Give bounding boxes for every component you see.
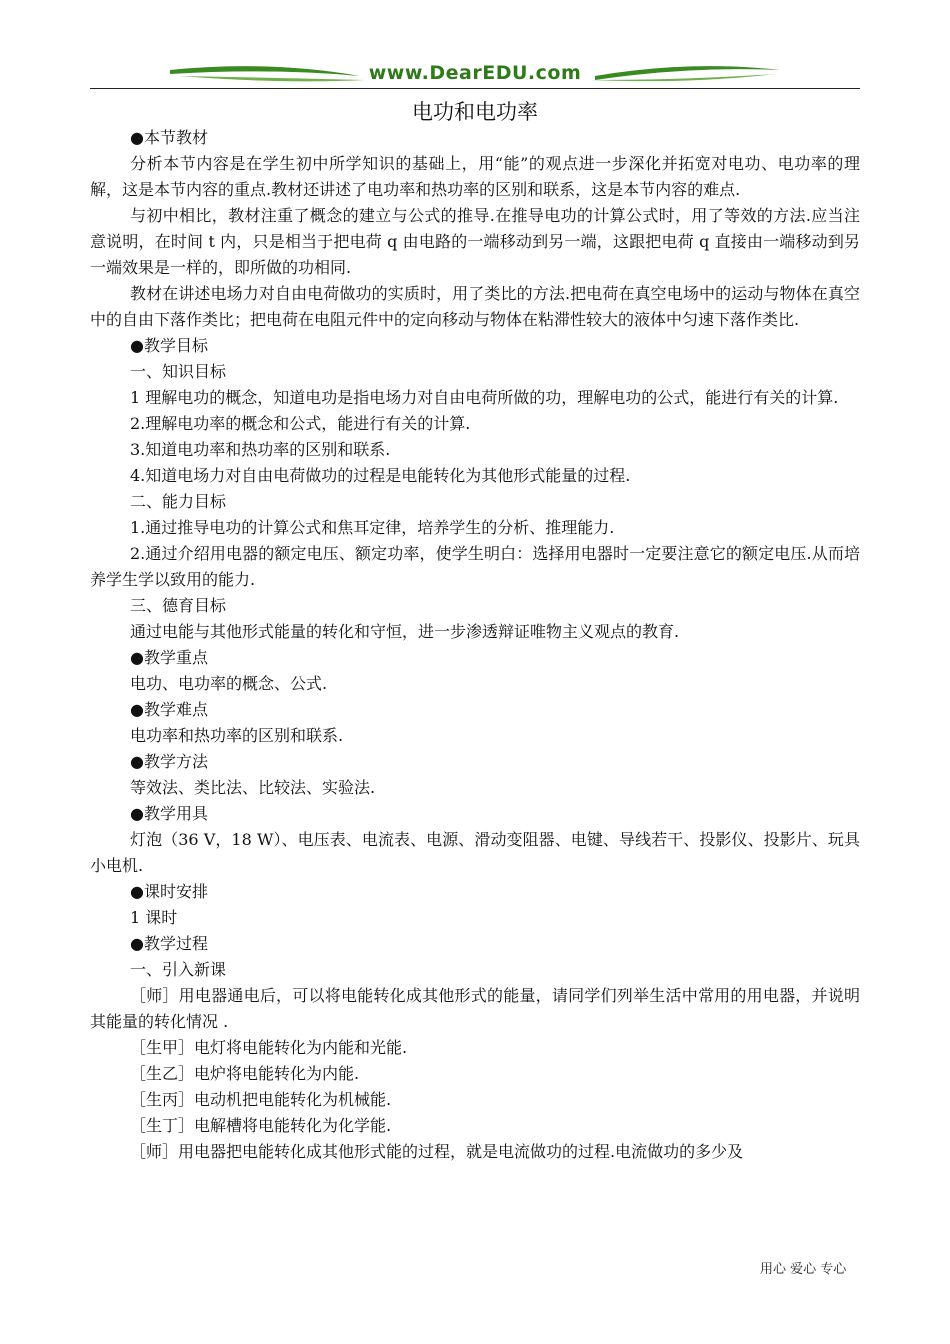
paragraph: 通过电能与其他形式能量的转化和守恒，进一步渗透辩证唯物主义观点的教育. [130, 622, 680, 641]
subsection-heading: 一、引入新课 [130, 960, 227, 979]
paragraph: 2.通过介绍用电器的额定电压、额定功率，使学生明白：选择用电器时一定要注意它的额定电压.从而培养学生学以致用的能力. [90, 544, 860, 589]
site-logo-text: www.DearEDU.com [368, 62, 582, 84]
section-heading: ●本节教材 [130, 128, 208, 147]
section-heading: ●教学过程 [130, 934, 208, 953]
section-heading: ●教学难点 [130, 700, 208, 719]
paragraph: 4.知道电场力对自由电荷做功的过程是电能转化为其他形式能量的过程. [130, 466, 631, 485]
paragraph: ［生甲］电灯将电能转化为内能和光能. [130, 1038, 408, 1057]
paragraph: 等效法、类比法、比较法、实验法. [130, 778, 376, 797]
page-header [90, 58, 860, 90]
subsection-heading: 二、能力目标 [130, 492, 227, 511]
paragraph: 分析本节内容是在学生初中所学知识的基础上，用“能”的观点进一步深化并拓宽对电功、电功率的理解，这是本节内容的重点.教材还讲述了电功率和热功率的区别和联系，这是本节内容的难点. [90, 154, 860, 199]
subsection-heading: 三、德育目标 [130, 596, 227, 615]
paragraph: 1 理解电功的概念，知道电功是指电场力对自由电荷所做的功，理解电功的公式，能进行有关的计算. [130, 388, 839, 407]
paragraph: 2.理解电功率的概念和公式，能进行有关的计算. [130, 414, 471, 433]
header-rule [90, 88, 860, 89]
paragraph: 1.通过推导电功的计算公式和焦耳定律，培养学生的分析、推理能力. [130, 518, 615, 537]
paragraph: 1 课时 [130, 908, 178, 927]
paragraph: 3.知道电功率和热功率的区别和联系. [130, 440, 391, 459]
paragraph: ［师］用电器把电能转化成其他形式能的过程，就是电流做功的过程.电流做功的多少及 [130, 1142, 744, 1161]
paragraph: ［师］用电器通电后，可以将电能转化成其他形式的能量，请同学们列举生活中常用的用电器，并说明其能量的转化情况 . [90, 986, 860, 1031]
paragraph: 电功、电功率的概念、公式. [130, 674, 328, 693]
paragraph: 灯泡（36 V，18 W）、电压表、电流表、电源、滑动变阻器、电键、导线若干、投影仪、投影片、玩具小电机. [90, 830, 860, 875]
section-heading: ●课时安排 [130, 882, 208, 901]
paragraph: ［生丙］电动机把电能转化为机械能. [130, 1090, 392, 1109]
section-heading: ●教学方法 [130, 752, 208, 771]
paragraph: 电功率和热功率的区别和联系. [130, 726, 344, 745]
document-body [90, 125, 860, 1165]
paragraph: 与初中相比，教材注重了概念的建立与公式的推导.在推导电功的计算公式时，用了等效的方法.应当注意说明，在时间 t 内，只是相当于把电荷 q 由电路的一端移动到另一端，这跟把电荷 q 直接由一端移动到另一端效果是一样的，即所做的功相同. [90, 206, 860, 277]
paragraph: 教材在讲述电场力对自由电荷做功的实质时，用了类比的方法.把电荷在真空电场中的运动与物体在真空中的自由下落作类比；把电荷在电阻元件中的定向移动与物体在粘滞性较大的液体中匀速下落作类比. [90, 284, 860, 329]
section-heading: ●教学重点 [130, 648, 208, 667]
document-title: 电功和电功率 [412, 100, 538, 124]
subsection-heading: 一、知识目标 [130, 362, 227, 381]
page-footer: 用心 爱心 专心 [760, 1262, 847, 1277]
section-heading: ●教学用具 [130, 804, 208, 823]
section-heading: ●教学目标 [130, 336, 208, 355]
paragraph: ［生丁］电解槽将电能转化为化学能. [130, 1116, 392, 1135]
paragraph: ［生乙］电炉将电能转化为内能. [130, 1064, 360, 1083]
